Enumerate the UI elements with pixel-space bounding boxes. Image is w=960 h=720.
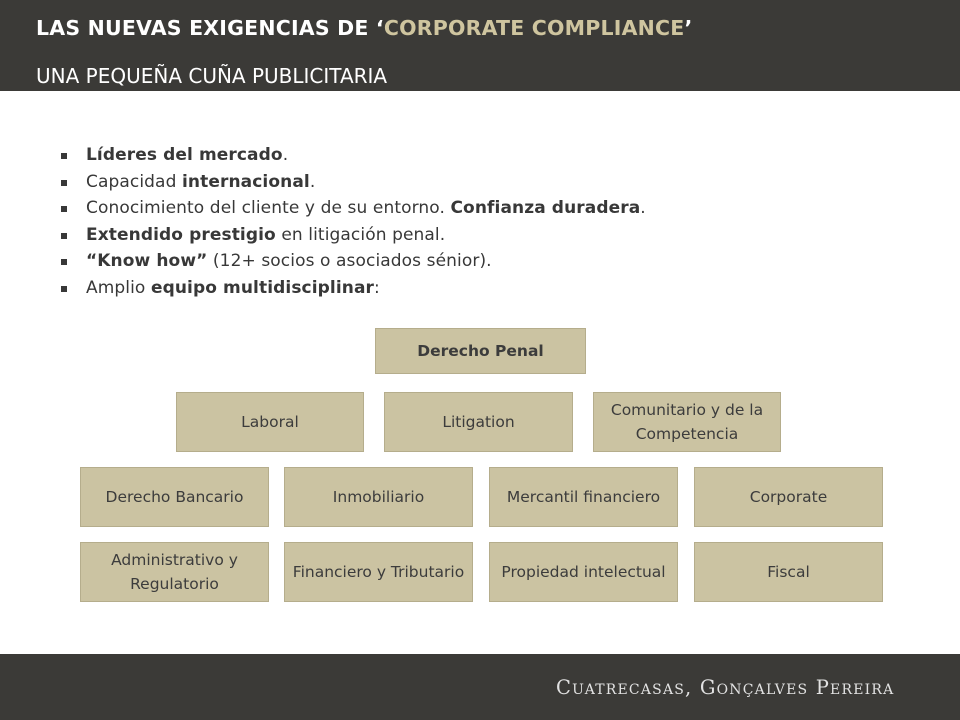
practice-box-corporate: Corporate: [694, 467, 883, 527]
bullet-item: [58, 251, 646, 278]
square-bullet-icon: [61, 153, 67, 159]
bullet-item: [58, 278, 646, 305]
bullet-bold-text: internacional: [181, 171, 310, 192]
bullet-text: Conocimiento del cliente y de su entorno.: [86, 198, 451, 219]
brand-logo-text: Cuatrecasas, Gonçalves Pereira: [556, 676, 895, 699]
bullet-bold-text: equipo multidisciplinar: [150, 277, 375, 298]
bullet-text: .: [640, 198, 646, 219]
bullet-bold-text: Confianza duradera: [450, 198, 641, 219]
bullet-bold-text: Líderes del mercado: [86, 145, 283, 165]
practice-box-laboral: Laboral: [176, 392, 364, 452]
bullet-text: (12+ socios o asociados sénior).: [207, 251, 492, 272]
square-bullet-icon: [61, 206, 67, 212]
bullet-text: .: [282, 145, 289, 165]
square-bullet-icon: [61, 286, 67, 292]
bullet-text: Capacidad: [86, 171, 182, 192]
practice-box-inmobiliario: Inmobiliario: [284, 467, 473, 527]
practice-box-mercantil-financiero: Mercantil financiero: [489, 467, 678, 527]
practice-box-derecho-bancario: Derecho Bancario: [80, 467, 269, 527]
practice-box-financiero-tributario: Financiero y Tributario: [284, 542, 473, 602]
practice-box-fiscal: Fiscal: [694, 542, 883, 602]
bullet-bold-text: Extendido prestigio: [86, 224, 276, 245]
bullet-text: :: [374, 277, 380, 298]
title-prefix: LAS NUEVAS EXIGENCIAS DE ‘: [36, 16, 384, 40]
title-accent: CORPORATE COMPLIANCE: [383, 16, 685, 40]
practice-box-administrativo: Administrativo y Regulatorio: [80, 542, 269, 602]
square-bullet-icon: [61, 233, 67, 239]
square-bullet-icon: [61, 180, 67, 186]
bullet-text: en litigación penal.: [275, 224, 446, 245]
practice-box-propiedad-intelectual: Propiedad intelectual: [489, 542, 678, 602]
bullet-list: [58, 145, 646, 305]
practice-box-derecho-penal: Derecho Penal: [375, 328, 586, 374]
title-suffix: ’: [684, 16, 693, 40]
bullet-item: [58, 198, 646, 225]
bullet-text: .: [309, 171, 316, 192]
slide-subtitle: UNA PEQUEÑA CUÑA PUBLICITARIA: [36, 64, 388, 88]
bullet-text: Amplio: [86, 277, 151, 298]
practice-box-comunitario: Comunitario y de la Competencia: [593, 392, 781, 452]
bullet-item: [58, 172, 646, 199]
bullet-item: [58, 145, 646, 172]
practice-box-litigation: Litigation: [384, 392, 573, 452]
square-bullet-icon: [61, 259, 67, 265]
slide-title: [36, 16, 692, 40]
bullet-item: [58, 225, 646, 252]
bullet-bold-text: “Know how”: [86, 251, 208, 272]
